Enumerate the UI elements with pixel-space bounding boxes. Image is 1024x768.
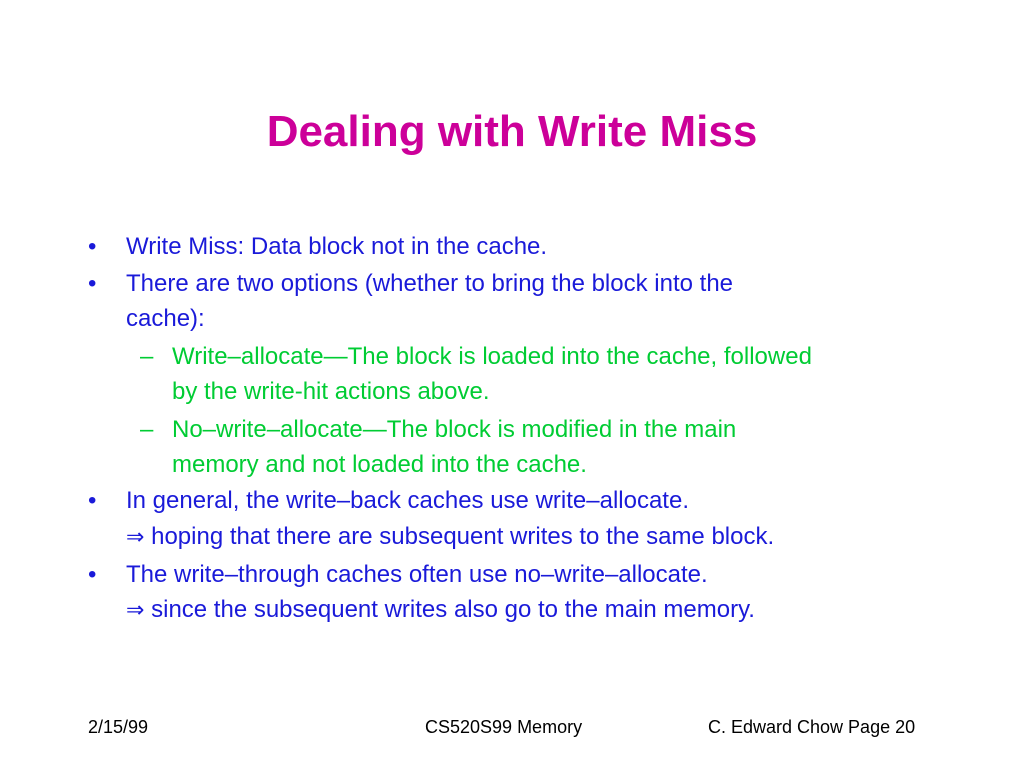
sub-bullet-marker: –	[140, 343, 154, 370]
implies-arrow-icon: ⇒	[126, 525, 145, 550]
sub-bullet-text: Write–allocate—The block is loaded into the cache, followed	[172, 343, 812, 370]
bullet-text: There are two options (whether to bring the block into the	[126, 270, 734, 297]
footer-course: CS520S99 Memory	[425, 717, 583, 737]
bullet-text-continuation	[126, 523, 774, 552]
implication-text: since the subsequent writes also go to the main memory.	[144, 596, 755, 623]
bullet-marker: •	[88, 270, 97, 297]
sub-bullet-text: No–write–allocate—The block is modified in the main	[172, 416, 737, 443]
sub-bullet-text-continuation: memory and not loaded into the cache.	[172, 451, 587, 478]
implication-text: hoping that there are subsequent writes to the same block.	[144, 523, 775, 550]
bullet-text-continuation: cache):	[126, 305, 205, 332]
footer-author-page: C. Edward Chow Page 20	[708, 717, 916, 737]
sub-bullet-text-continuation: by the write-hit actions above.	[172, 378, 490, 405]
bullet-marker: •	[88, 233, 97, 260]
bullet-text: The write–through caches often use no–write–allocate.	[126, 561, 708, 588]
footer-date: 2/15/99	[88, 717, 149, 737]
sub-bullet-marker: –	[140, 416, 154, 443]
bullet-text: Write Miss: Data block not in the cache.	[126, 233, 548, 260]
bullet-text: In general, the write–back caches use write–allocate.	[126, 487, 689, 514]
bullet-text-continuation	[126, 596, 755, 625]
bullet-marker: •	[88, 561, 97, 588]
bullet-marker: •	[88, 487, 97, 514]
slide-title: Dealing with Write Miss	[266, 107, 758, 156]
implies-arrow-icon: ⇒	[126, 598, 145, 623]
